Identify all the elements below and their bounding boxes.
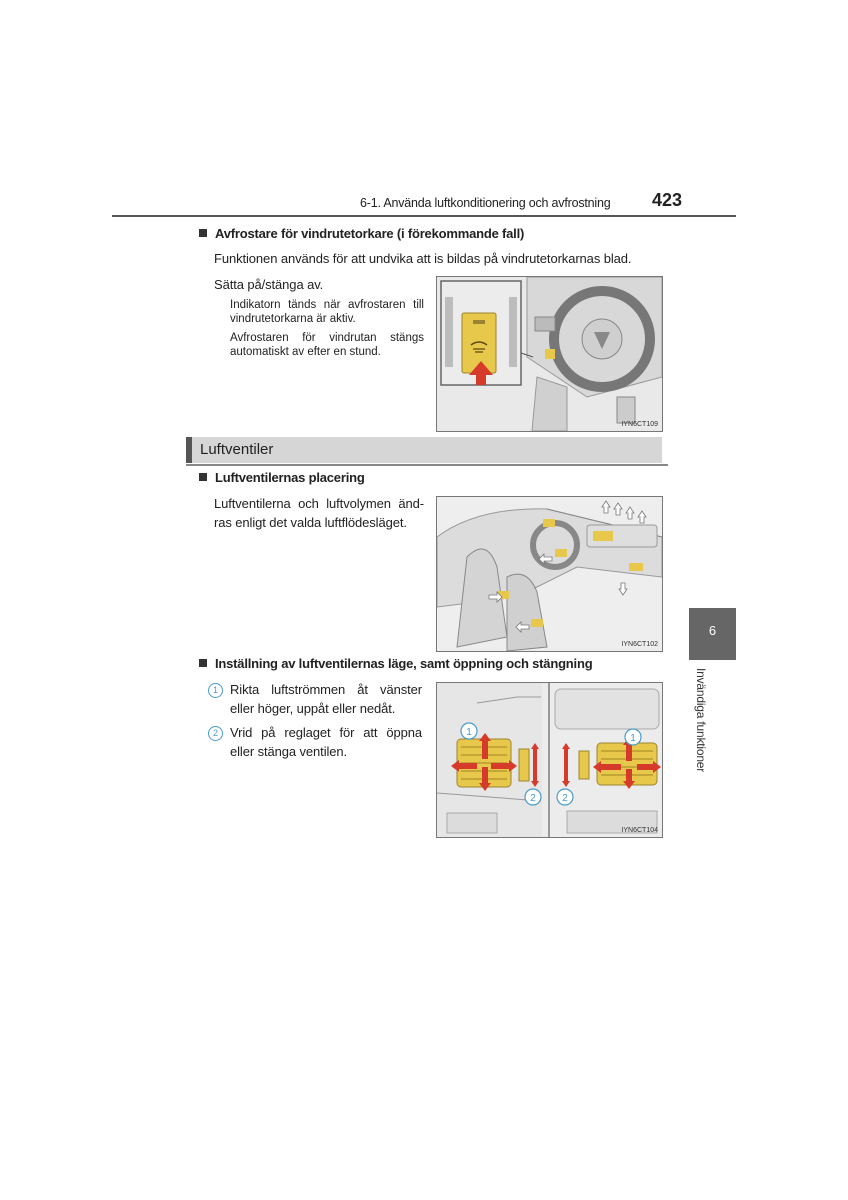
figure-code: IYN6CT104 (621, 827, 658, 834)
step-number-2-icon: 2 (208, 726, 223, 741)
placement-text: Luftventilerna och luftvolymen änd-ras enligt det valda luftflödesläget. (214, 496, 424, 530)
section-bar-luftventiler (186, 437, 662, 463)
header-rule (112, 215, 736, 217)
adjust-heading (199, 656, 592, 671)
wiper-deicer-instruction: Sätta på/stänga av. (214, 277, 324, 292)
vent-direction-arrows-icon (437, 683, 662, 837)
step-2-text: Vrid på reglaget för att öppna eller stänga ventilen. (230, 725, 422, 759)
wiper-deicer-heading (199, 226, 524, 241)
bullet-square-icon (199, 473, 207, 481)
chapter-label: Invändiga funktioner (694, 668, 708, 773)
wiper-deicer-note-2: Avfrostaren för vindrutan stängs automatiskt av efter en stund. (230, 332, 424, 358)
figure-code: IYN6CT102 (621, 641, 658, 648)
vent-adjust-figure (436, 682, 663, 838)
deicer-switch-figure (436, 276, 663, 432)
placement-heading (199, 470, 365, 485)
step-1 (208, 680, 422, 718)
callout-1-right: 1 (630, 733, 636, 744)
callout-1-left: 1 (466, 727, 472, 738)
section-underline (186, 464, 668, 466)
callout-2-right: 2 (562, 793, 568, 804)
wiper-deicer-note-1: Indikatorn tänds när avfrostaren till vindrutetorkarna är aktiv. (230, 299, 424, 325)
step-number-1-icon: 1 (208, 683, 223, 698)
callout-2-left: 2 (530, 793, 536, 804)
vent-placement-figure (436, 496, 663, 652)
wiper-deicer-heading-text: Avfrostare för vindrutetorkare (i förekommande fall) (215, 226, 525, 241)
wiper-deicer-description: Funktionen används för att undvika att is bildas på vindrutetorkarnas blad. (214, 251, 632, 266)
bullet-square-icon (199, 659, 207, 667)
placement-heading-text: Luftventilernas placering (215, 470, 365, 485)
section-title: Luftventiler (200, 441, 274, 458)
bullet-square-icon (199, 229, 207, 237)
figure-code: IYN6CT109 (621, 421, 658, 428)
red-press-arrow-icon (467, 359, 495, 387)
chapter-tab: 6 (689, 608, 736, 660)
step-2 (208, 723, 422, 761)
page-number: 423 (652, 190, 683, 210)
adjust-heading-text: Inställning av luftventilernas läge, samt öppning och stängning (215, 656, 593, 671)
section-header: 6-1. Använda luftkonditionering och avfrostning (360, 196, 611, 210)
step-1-text: Rikta luftströmmen åt vänster eller höger, uppåt eller nedåt. (230, 682, 422, 716)
